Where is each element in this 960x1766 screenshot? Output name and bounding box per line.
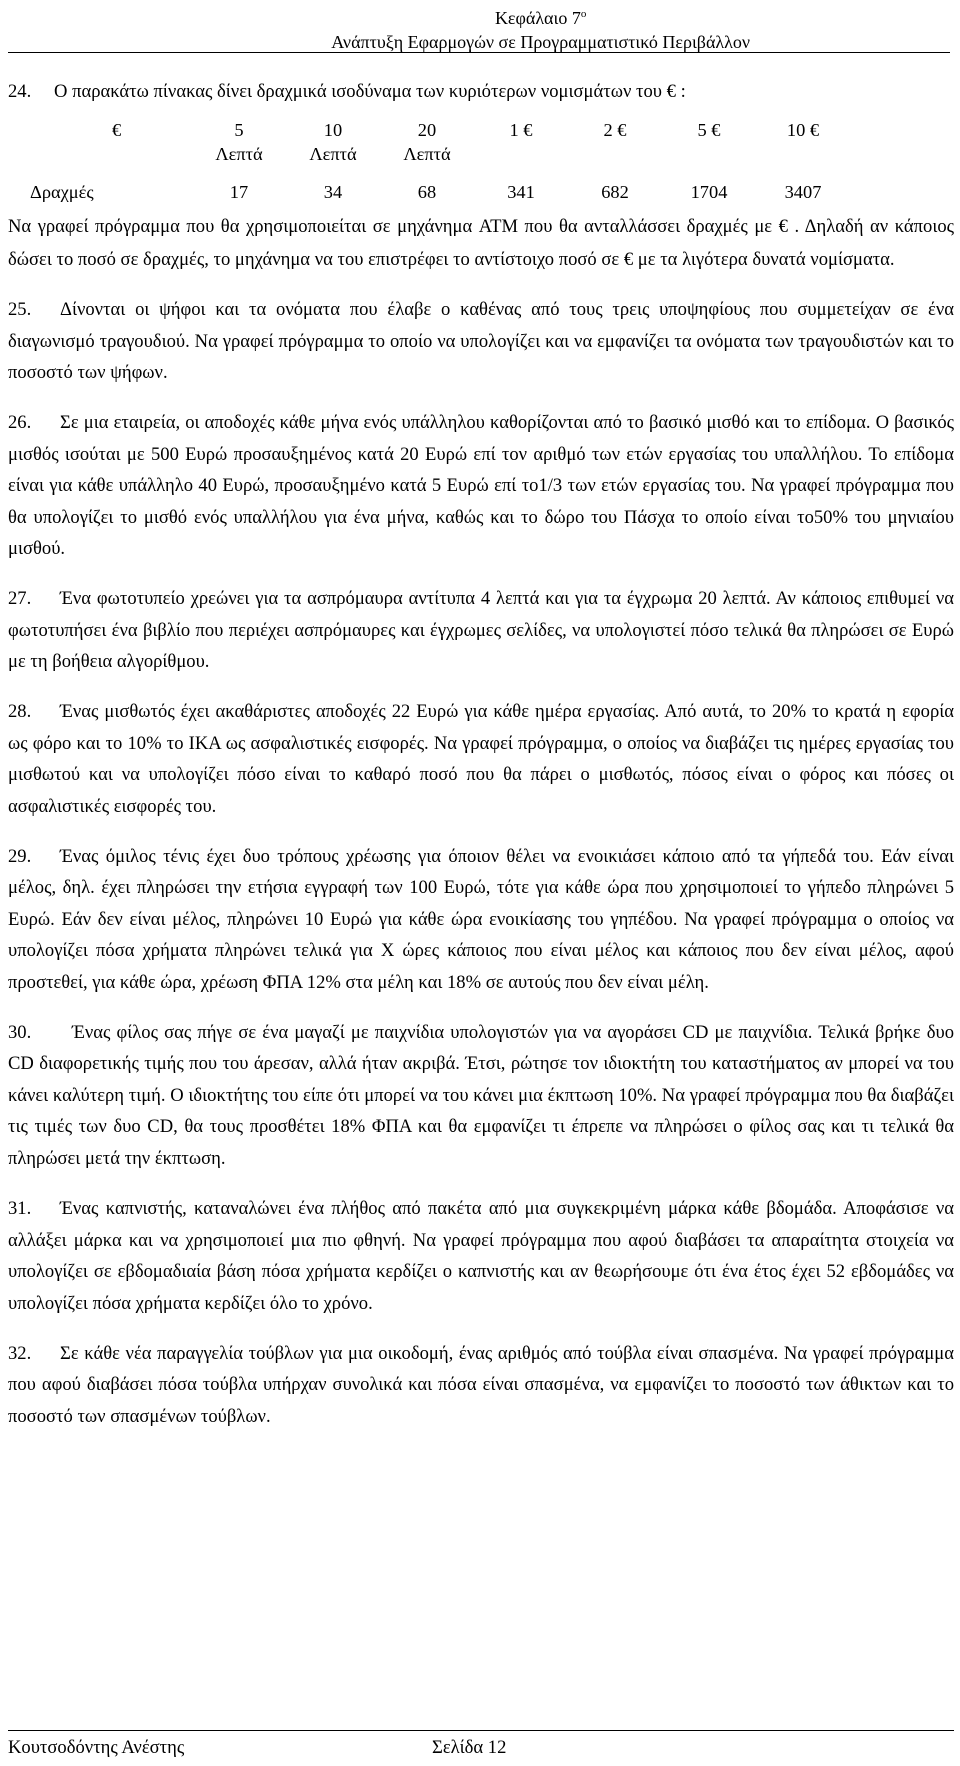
question-24-text: Να γραφεί πρόγραμμα που θα χρησιμοποιείται σε μηχάνημα ATM που θα ανταλλάσσει δραχμές με € . Δηλαδή αν κάποιος δώσει το ποσό σε δραχμές, το μηχάνημα να του επιστρέφει το αντίστοιχο ποσό σε € με τα λιγότερα δυνατά νομίσματα. xyxy=(8,216,954,270)
question-item xyxy=(8,294,954,389)
question-list xyxy=(8,294,954,1432)
cell-line: Λεπτά xyxy=(403,144,451,164)
footer-author: Κουτσοδόντης Ανέστης xyxy=(8,1737,185,1758)
table-cell: 3407 xyxy=(784,182,822,202)
question-item xyxy=(8,407,954,565)
table-cell: 68 xyxy=(417,182,437,202)
chapter-title xyxy=(331,2,750,30)
cell-line: 5 xyxy=(234,120,244,140)
question-text: Ένας μισθωτός έχει ακαθάριστες αποδοχές 22 Ευρώ για κάθε ημέρα εργασίας. Από αυτά, το 20% το κρατά η εφορία ως φόρο και το 10% το ΙΚΑ ως ασφαλιστικές εισφορές. Να γραφεί πρόγραμμα, ο οποίος να διαβάζει τις ημέρες εργασίας του μισθωτού και να υπολογίζει πόσο είναι το καθαρό ποσό που θα πάρει ο μισθωτός, πόσος είναι ο φόρος και πόσες οι ασφαλιστικές εισφορές του. xyxy=(8,701,954,817)
table-cell: 34 xyxy=(323,182,343,202)
table-cell: Δραχμές xyxy=(30,182,94,202)
question-number: 25. xyxy=(8,299,32,320)
question-text: Ένα φωτοτυπείο χρεώνει για τα ασπρόμαυρα αντίτυπα 4 λεπτά και για τα έγχρωμα 20 λεπτά. Αν κάποιος επιθυμεί να φωτοτυπήσει ένα βιβλίο που περιέχει ασπρόμαυρες και έγχρωμες σελίδες, να υπολογιστεί πόσο τελικά θα πληρώσει σε Ευρώ με τη βοήθεια αλγορίθμου. xyxy=(8,588,954,673)
question-item xyxy=(8,841,954,999)
page-number: Σελίδα 12 xyxy=(432,1737,507,1758)
cell-line: 10 xyxy=(323,120,343,140)
question-item xyxy=(8,1193,954,1319)
question-number: 24. xyxy=(8,81,32,102)
table-header-cell: 10 € xyxy=(786,120,820,140)
question-number: 29. xyxy=(8,845,32,867)
question-24-intro xyxy=(8,80,954,104)
table-header-cell xyxy=(192,118,286,176)
page-footer xyxy=(8,1730,954,1759)
table-header-cell xyxy=(286,118,380,176)
question-number: 31. xyxy=(8,1198,32,1220)
cell-line: Λεπτά xyxy=(309,144,357,164)
table-header-cell: € xyxy=(112,120,122,140)
chapter-label: Κεφάλαιο 7 xyxy=(494,8,581,28)
question-number: 27. xyxy=(8,588,32,610)
question-text: Δίνονται οι ψήφοι και τα ονόματα που έλαβε ο καθένας από τους τρεις υποψηφίους που συμμετείχαν σε ένα διαγωνισμό τραγουδιού. Να γραφεί πρόγραμμα το οποίο να υπολογίζει και να εμφανίζει τα ονόματα των τραγουδιστών και το ποσοστό των ψήφων. xyxy=(8,299,954,383)
header-divider xyxy=(8,52,950,53)
chapter-superscript: ο xyxy=(580,8,587,20)
table-header-cell: 1 € xyxy=(509,120,533,140)
question-number: 28. xyxy=(8,701,32,723)
currency-table-row xyxy=(30,176,850,204)
currency-table-header-row xyxy=(30,118,850,176)
question-text: Σε κάθε νέα παραγγελία τούβλων για μια οικοδομή, ένας αριθμός από τούβλα είναι σπασμένα. Να γραφεί πρόγραμμα που αφού διαβάσει πόσα τούβλα υπήρχαν συνολικά και πόσα είναι σπασμένα, να εμφανίζει το ποσοστό των άθικτων και το ποσοστό των σπασμένων τούβλων. xyxy=(8,1342,954,1427)
question-text: Ένας φίλος σας πήγε σε ένα μαγαζί με παιχνίδια υπολογιστών για να αγοράσει CD με παιχνίδια. Τελικά βρήκε δυο CD διαφορετικής τιμής που του άρεσαν, αλλά ήταν ακριβά. Έτσι, ρώτησε τον ιδιοκτήτη του καταστήματος αν μπορεί να του κάνει καλύτερη τιμή. Ο ιδιοκτήτης του είπε ότι μπορεί να του κάνει μια έκπτωση 10%. Να γραφεί πρόγραμμα που θα διαβάζει τις τιμές των δυο CD, θα τους προσθέτει 18% ΦΠΑ και θα εμφανίζει τι έπρεπε να πληρώσει ο φίλος σας και τι τελικά θα πληρώσει μετά την έκπτωση. xyxy=(8,1021,954,1169)
question-text: Ένας καπνιστής, καταναλώνει ένα πλήθος από πακέτα από μια συγκεκριμένη μάρκα κάθε βδομάδα. Αποφάσισε να αλλάξει μάρκα και να χρησιμοποιεί μια πιο φθηνή. Να γραφεί πρόγραμμα που αφού διαβάσει τα απαραίτητα στοιχεία να υπολογίζει σε εβδομαδιαία βάση πόσα χρήματα κερδίζει ο καπνιστής και αν θεωρήσουμε ότι ένα έτος έχει 52 εβδομάδες να υπολογίζει πόσα χρήματα κερδίζει όλο το χρόνο. xyxy=(8,1198,954,1314)
table-cell: 682 xyxy=(601,182,629,202)
question-item xyxy=(8,696,954,822)
currency-table xyxy=(30,118,850,204)
question-text: Ένας όμιλος τένις έχει δυο τρόπους χρέωσης για όποιον θέλει να ενοικιάσει κάποιο από τα γήπεδά του. Εάν είναι μέλος, δηλ. έχει πληρώσει την ετήσια εγγραφή των 100 Ευρώ, τότε για κάθε ώρα που χρησιμοποιεί το γήπεδο πληρώνει 5 Ευρώ. Εάν δεν είναι μέλος, πληρώνει 10 Ευρώ για κάθε ώρα ενοικίασης του γηπέδου. Να γραφεί πρόγραμμα ο οποίος να υπολογίζει πόσα χρήματα πληρώνει τελικά για Χ ώρες κάποιος που είναι μέλος και κάποιος που δεν είναι μέλος, αφού προστεθεί, για κάθε ώρα, χρέωση ΦΠΑ 12% στα μέλη και 18% σε αυτούς που δεν είναι μέλη. xyxy=(8,845,954,993)
table-cell: 341 xyxy=(507,182,535,202)
cell-line: Λεπτά xyxy=(215,144,263,164)
table-header-cell: 2 € xyxy=(603,120,627,140)
question-number: 26. xyxy=(8,412,32,434)
table-header-cell: 5 € xyxy=(697,120,721,140)
table-cell: 17 xyxy=(229,182,249,202)
question-item xyxy=(8,1338,954,1433)
question-number: 30. xyxy=(8,1021,32,1043)
question-item xyxy=(8,1017,954,1175)
document-body xyxy=(8,80,954,1451)
question-number: 32. xyxy=(8,1342,32,1364)
question-24-intro-text: Ο παρακάτω πίνακας δίνει δραχμικά ισοδύναμα των κυριότερων νομισμάτων του € : xyxy=(54,81,686,102)
table-cell: 1704 xyxy=(690,182,728,202)
question-item xyxy=(8,583,954,678)
page-header xyxy=(331,2,750,54)
chapter-subtitle: Ανάπτυξη Εφαρμογών σε Προγραμματιστικό Περιβάλλον xyxy=(331,32,750,52)
table-header-cell xyxy=(380,118,474,176)
cell-line: 20 xyxy=(417,120,437,140)
question-text: Σε μια εταιρεία, οι αποδοχές κάθε μήνα ενός υπάλληλου καθορίζονται από το βασικό μισθό και το επίδομα. Ο βασικός μισθός ισούται με 500 Ευρώ προσαυξημένος κατά 20 Ευρώ επί τον αριθμό των ετών εργασίας του υπαλλήλου. Το επίδομα είναι για κάθε υπάλληλο 40 Ευρώ, προσαυξημένο κατά 5 Ευρώ επί το1/3 των ετών εργασίας του. Να γραφεί πρόγραμμα που θα υπολογίζει το μισθό ενός υπαλλήλου για ένα μήνα, καθώς και το δώρο του Πάσχα το οποίο είναι το50% του μηνιαίου μισθού. xyxy=(8,412,954,560)
